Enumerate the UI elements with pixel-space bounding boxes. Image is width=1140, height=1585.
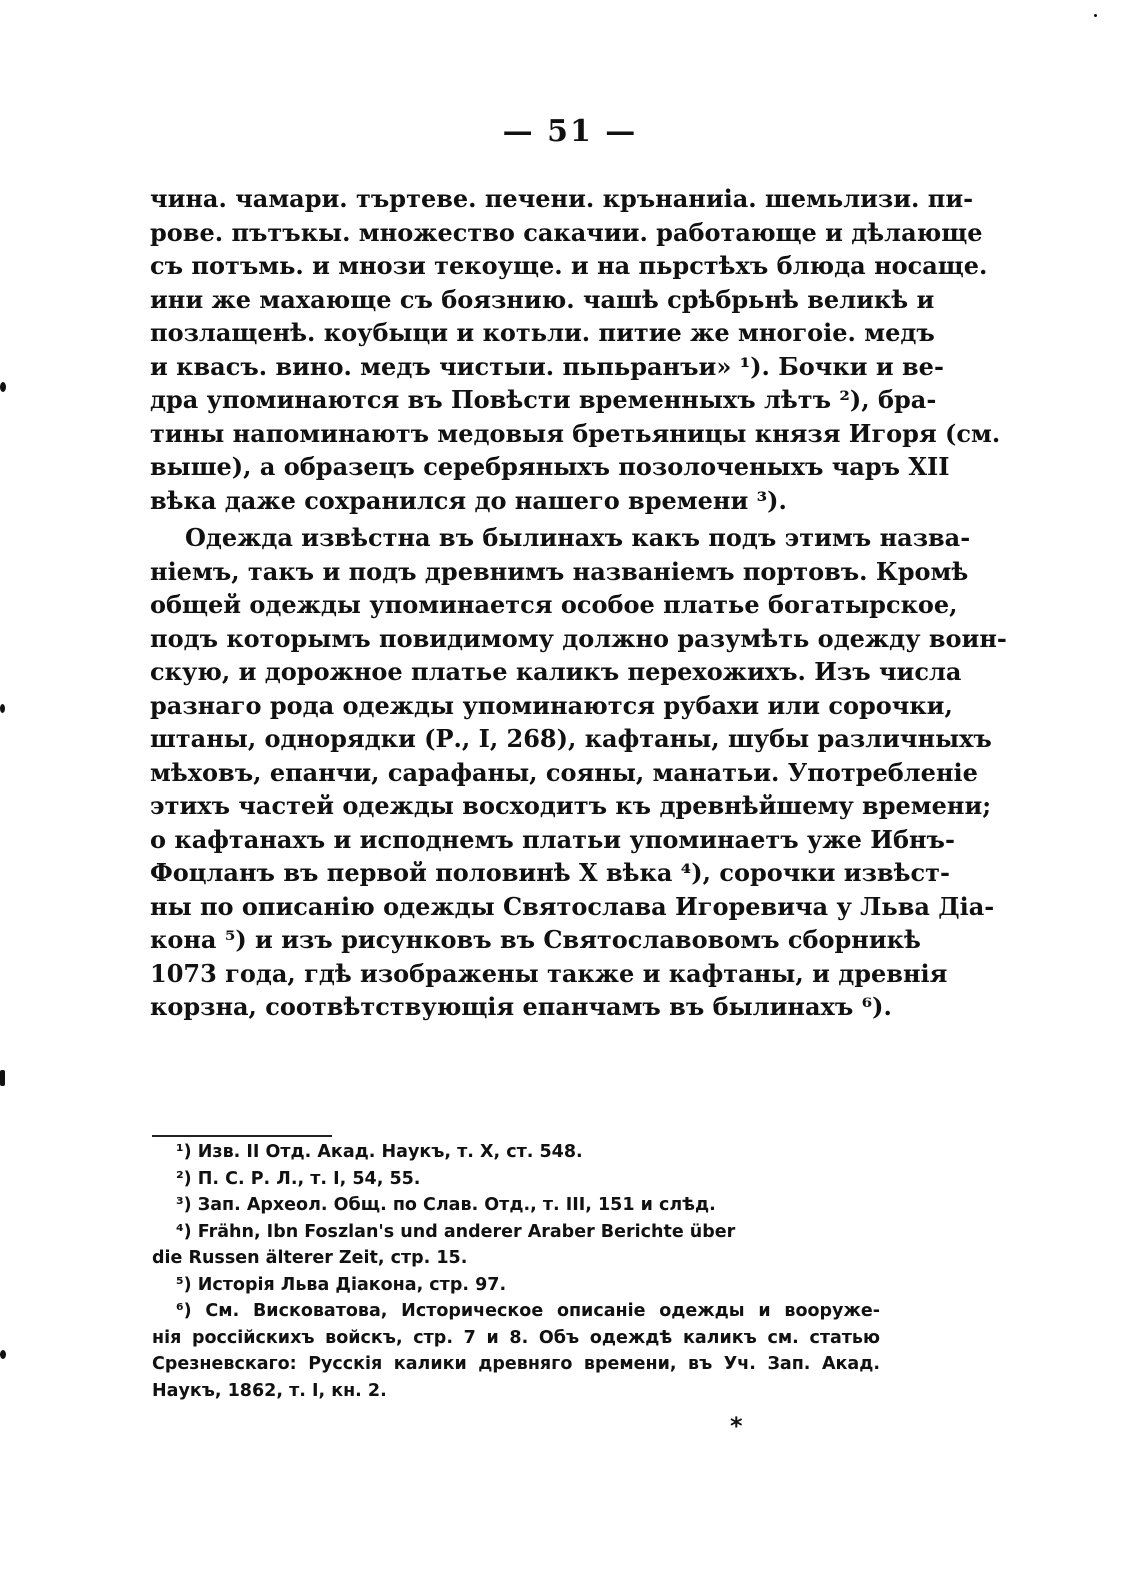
text-line: кона ⁵) и изъ рисунковъ въ Святославовомъ сборникѣ: [150, 925, 921, 954]
text-line: вѣка даже сохранился до нашего времени ³).: [150, 485, 787, 515]
text-line: рове. пътъкы. множество сакачии. работающе и дѣлающе: [150, 217, 983, 247]
text-line: о кафтанахъ и исподнемъ платьи упоминаетъ уже Ибнъ-: [150, 824, 955, 854]
text-line: разнаго рода одежды упоминаются рубахи или сорочки,: [150, 690, 953, 720]
text-line: 1073 года, гдѣ изображены также и кафтаны, и древнiя: [150, 958, 948, 988]
scan-speck: [0, 704, 5, 713]
footnote-line: нiя россiйскихъ войскъ, стр. 7 и 8. Объ одеждѣ каликъ см. статью: [152, 1327, 880, 1348]
scan-speck: [1094, 14, 1097, 17]
footnote-line: ³) Зап. Археол. Общ. по Слав. Отд., т. III, 151 и слѣд.: [176, 1195, 716, 1215]
footnote-divider: [152, 1135, 332, 1137]
footnote-line: Наукъ, 1862, т. I, кн. 2.: [152, 1380, 387, 1401]
text-line: чина. чамари. търтеве. печени. крънаниiа. шемьлизи. пи-: [150, 184, 974, 213]
footnote-line: ¹) Изв. II Отд. Акад. Наукъ, т. X, ст. 548.: [176, 1142, 583, 1162]
text-line: ны по описанiю одежды Святослава Игоревича у Льва Дiа-: [150, 891, 995, 921]
text-line: общей одежды упоминается особое платье богатырское,: [150, 590, 958, 619]
page-number: — 51 —: [502, 114, 638, 149]
text-line: штаны, однорядки (Р., I, 268), кафтаны, шубы различныхъ: [150, 724, 992, 753]
text-line: этихъ частей одежды восходитъ къ древнѣйшему времени;: [150, 791, 992, 820]
text-line: дра упоминаются въ Повѣсти временныхъ лѣтъ ²), бра-: [150, 385, 937, 414]
text-line: съ потъмь. и мнози текоуще. и на пьрстѣхъ блюда носаще.: [150, 251, 988, 280]
text-line: Одежда извѣстна въ былинахъ какъ подъ этимъ назва-: [185, 523, 971, 552]
footnotes: [152, 1139, 880, 1404]
scan-speck: [0, 1350, 6, 1359]
footnote-line: die Russen älterer Zeit, стр. 15.: [152, 1248, 468, 1268]
body-text: [150, 182, 1007, 1024]
text-line: ини же махающе съ боязнию. чашѣ срѣбрьнѣ великѣ и: [150, 284, 935, 314]
text-line: Фоцланъ въ первой половинѣ X вѣка ⁴), сорочки извѣст-: [150, 858, 950, 887]
text-line: и квасъ. вино. медъ чистыи. пьпьранъи» ¹). Бочки и ве-: [150, 351, 944, 381]
text-line: нiемъ, такъ и подъ древнимъ названiемъ портовъ. Кромѣ: [150, 556, 969, 586]
text-line: мѣховъ, епанчи, сарафаны, сояны, манатьи. Употребленiе: [150, 757, 978, 787]
text-line: корзна, соотвѣтствующiя епанчамъ въ былинахъ ⁶).: [150, 992, 892, 1021]
footnote-line: Срезневскаго: Русскiя калики древняго времени, въ Уч. Зап. Акад.: [152, 1354, 880, 1374]
footnote-line: ⁵) Исторiя Льва Дiакона, стр. 97.: [176, 1274, 507, 1295]
text-line: подъ которымъ повидимому должно разумѣть одежду воин-: [150, 623, 1007, 653]
text-line: тины напоминаютъ медовыя бретьяницы князя Игоря (см.: [150, 418, 1001, 448]
footnote-line: ⁴) Frähn, Ibn Foszlan's und anderer Araber Berichte über: [176, 1221, 736, 1242]
scan-speck: [0, 382, 6, 392]
footnote-line: ²) П. С. Р. Л., т. I, 54, 55.: [176, 1168, 421, 1189]
footnote-line: ⁶) См. Висковатова, Историческое описанiе одежды и вооруже-: [176, 1301, 880, 1321]
text-line: выше), а образецъ серебряныхъ позолоченыхъ чаръ XII: [150, 452, 950, 481]
text-line: позлащенѣ. коубыци и котьли. питие же многоiе. медъ: [150, 318, 935, 347]
end-mark: *: [730, 1412, 743, 1440]
text-line: скую, и дорожное платье каликъ перехожихъ. Изъ числа: [150, 657, 962, 686]
scan-speck: [0, 1070, 5, 1086]
